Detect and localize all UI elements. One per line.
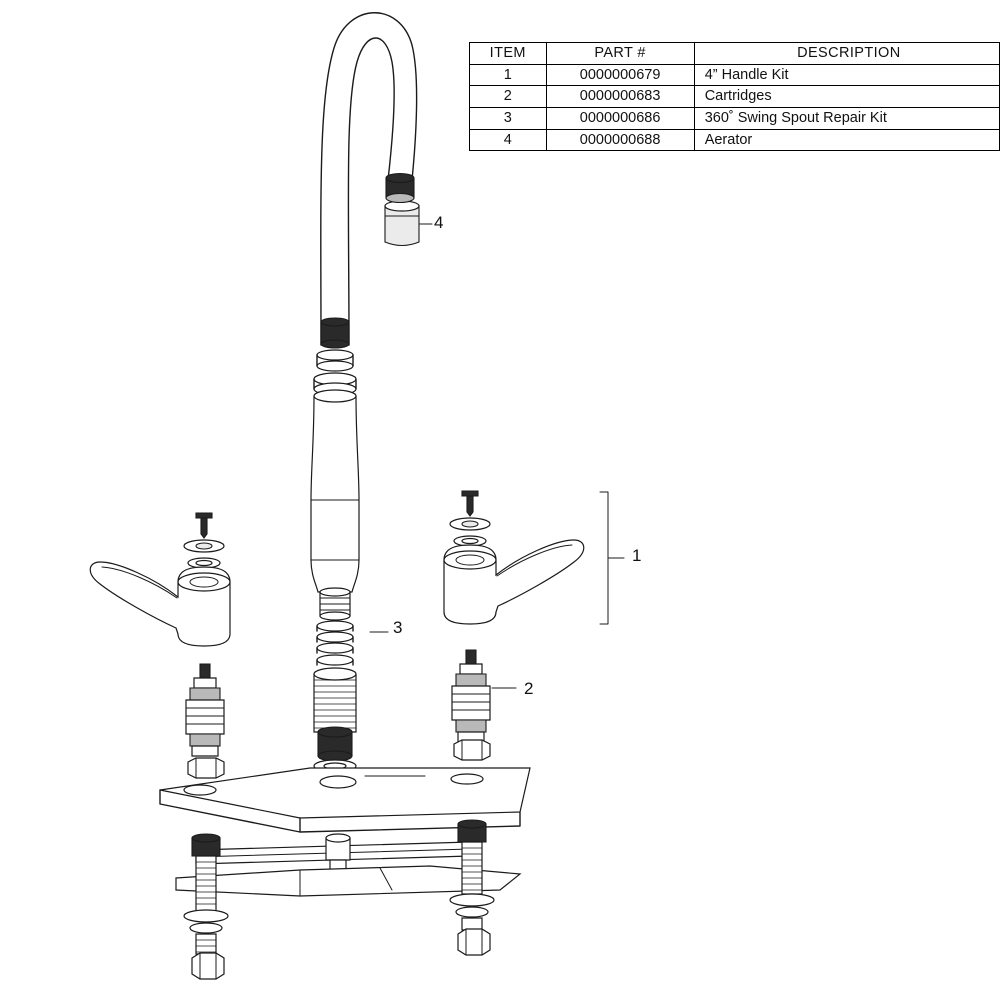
cell-part-number: 0000000686: [546, 108, 694, 130]
column-header-item: ITEM: [470, 43, 547, 65]
cartridge-left: [186, 664, 224, 778]
column-header-part: PART #: [546, 43, 694, 65]
cell-part-number: 0000000688: [546, 129, 694, 151]
handle-assembly-left: [90, 513, 230, 646]
column-header-description: DESCRIPTION: [694, 43, 999, 65]
callout-label-4: 4: [434, 213, 444, 232]
cell-description: 4” Handle Kit: [694, 64, 999, 86]
cell-item: 2: [470, 86, 547, 108]
table-row: [470, 129, 1000, 151]
table-row: [470, 64, 1000, 86]
callout-label-1: 1: [632, 546, 642, 565]
cell-description: Aerator: [694, 129, 999, 151]
mounting-hardware: [176, 820, 520, 979]
table-row: [470, 86, 1000, 108]
cell-part-number: 0000000683: [546, 86, 694, 108]
cell-item: 4: [470, 129, 547, 151]
cell-part-number: 0000000679: [546, 64, 694, 86]
cell-item: 3: [470, 108, 547, 130]
aerator-part: [385, 201, 419, 246]
handle-assembly-right: [444, 491, 584, 624]
callout-label-3: 3: [393, 618, 403, 637]
cell-description: 360˚ Swing Spout Repair Kit: [694, 108, 999, 130]
gooseneck-spout: [311, 13, 417, 772]
parts-table: [469, 42, 1000, 151]
callout-1-bracket: [600, 492, 624, 624]
table-header-row: [470, 43, 1000, 65]
cell-description: Cartridges: [694, 86, 999, 108]
callout-label-2: 2: [524, 679, 534, 698]
cell-item: 1: [470, 64, 547, 86]
table-row: [470, 108, 1000, 130]
cartridge-right: [452, 650, 490, 760]
